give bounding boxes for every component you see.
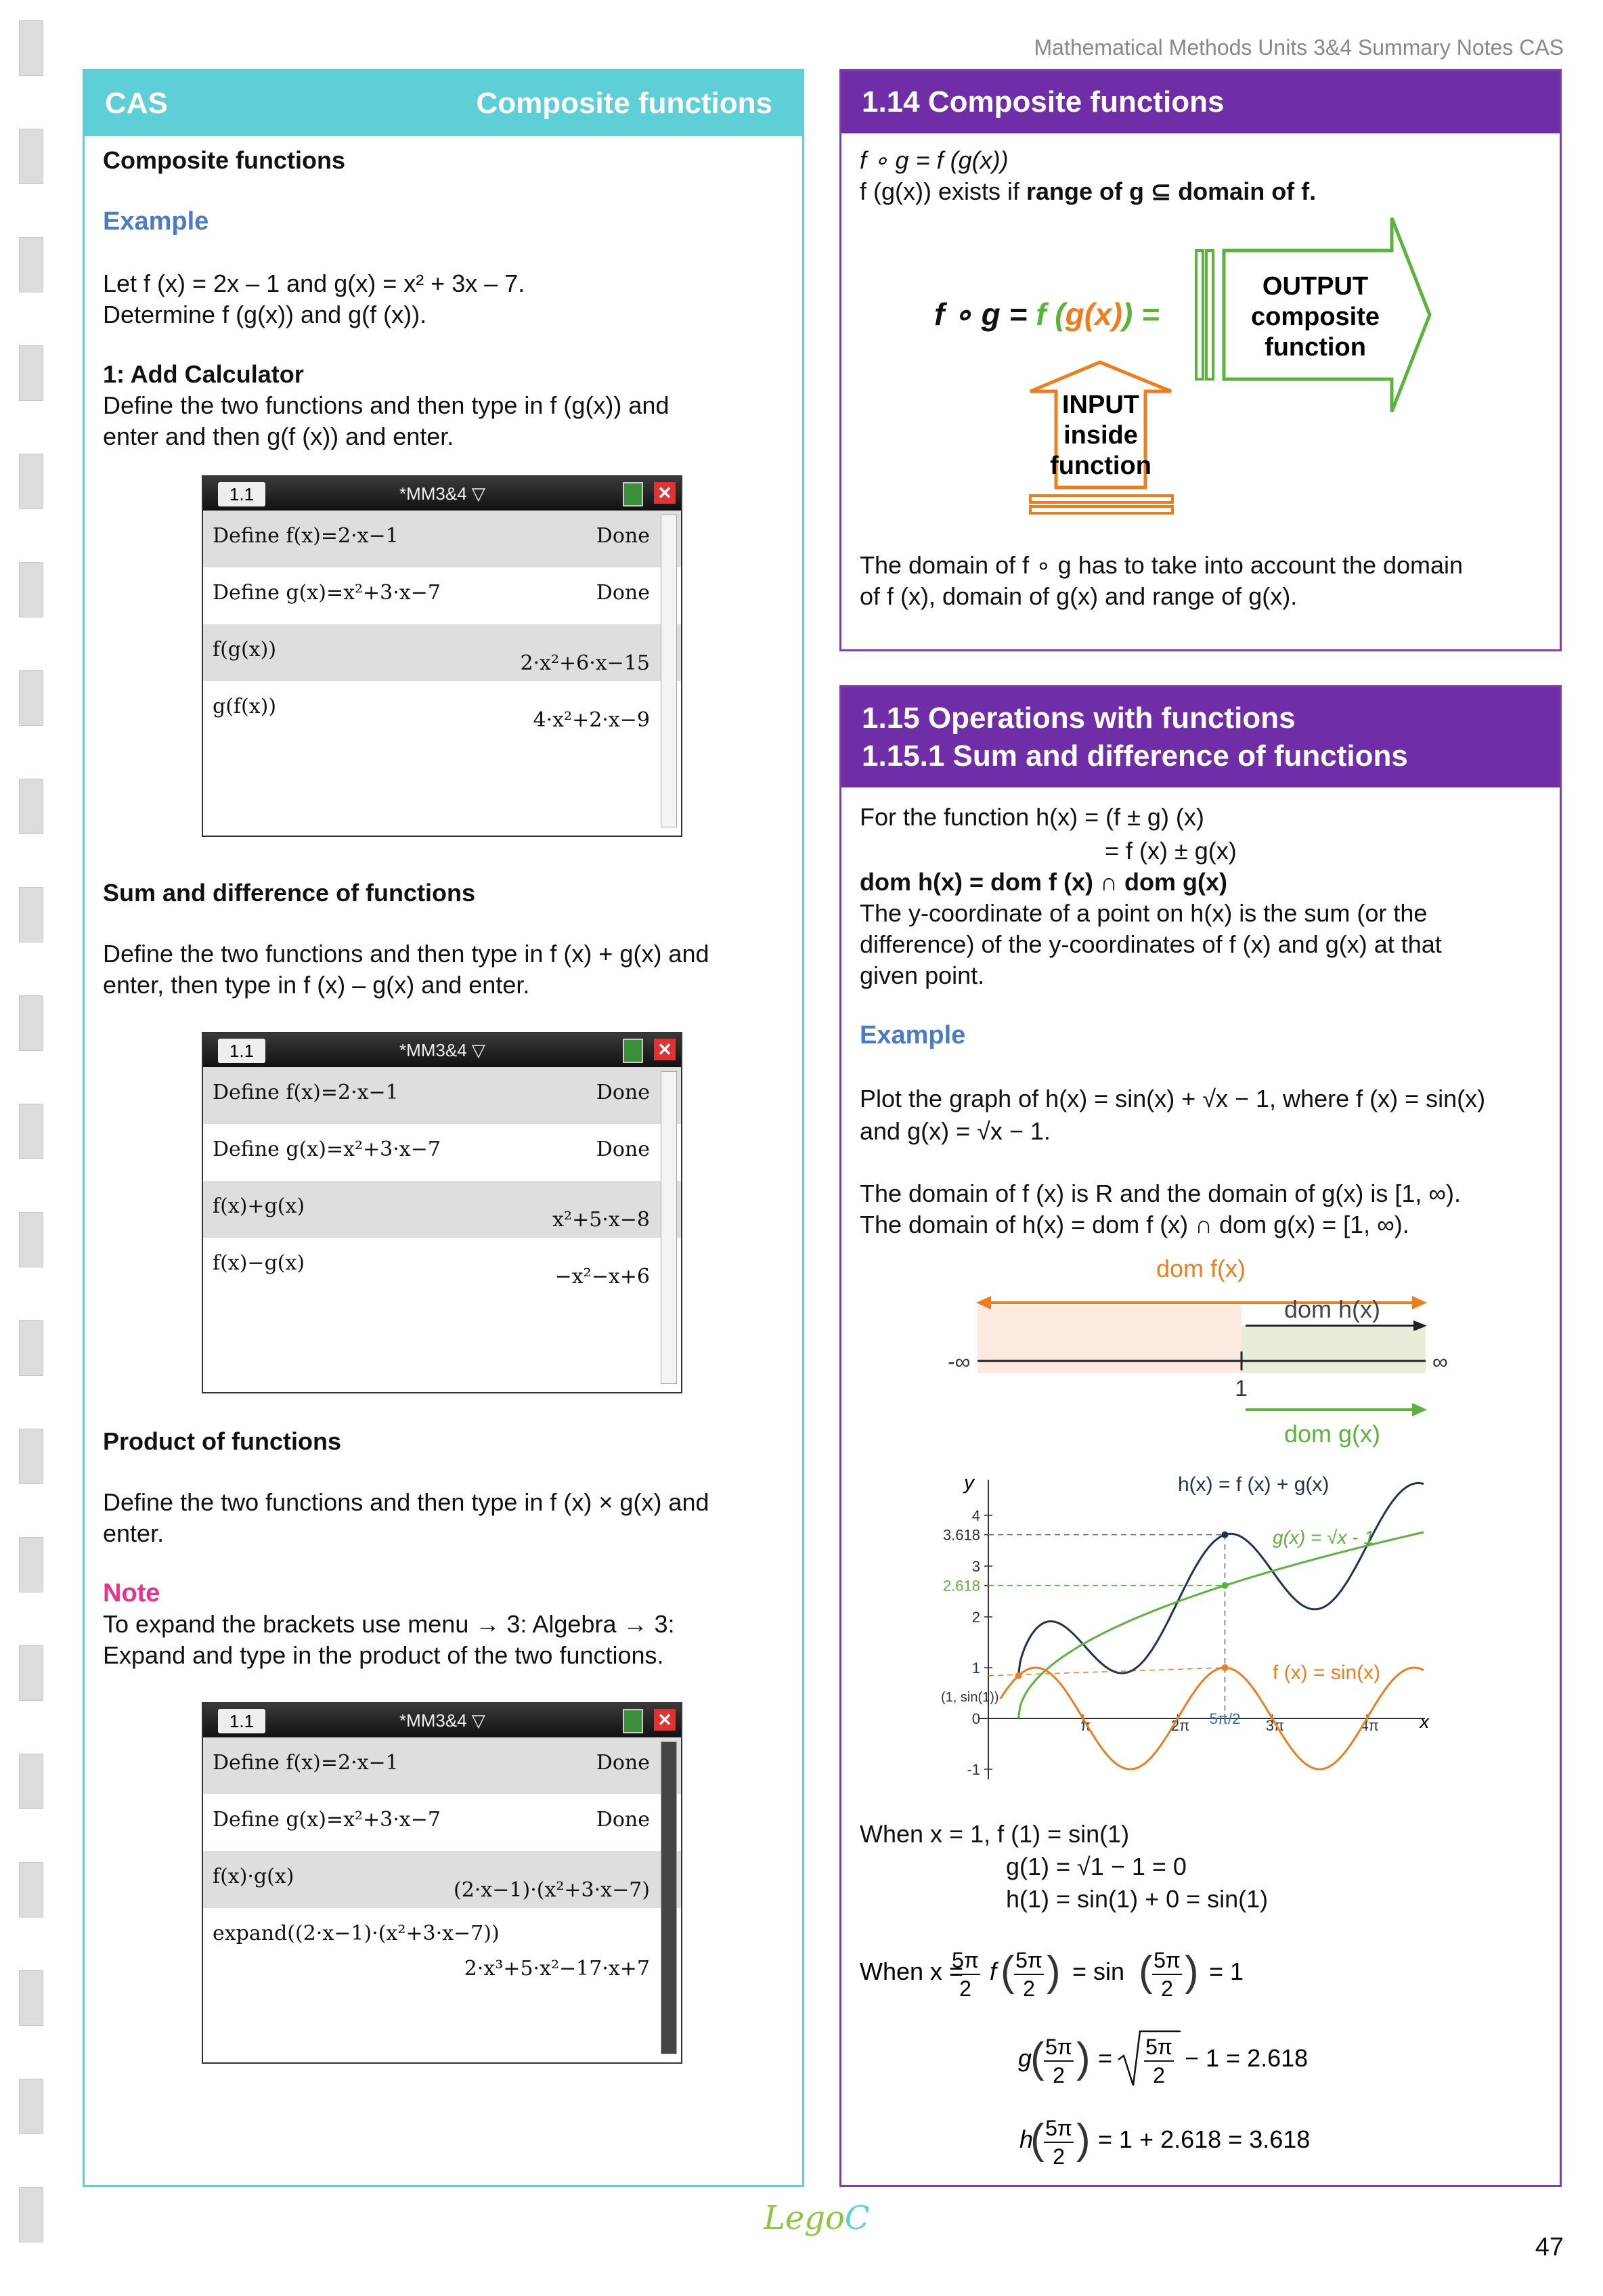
close-icon[interactable]: ✕ [654, 1709, 676, 1731]
input-label: inside [1063, 421, 1138, 450]
existence-condition: f (g(x)) exists if range of g ⊆ domain of f. [860, 177, 1317, 205]
dom-h-shade [1242, 1326, 1426, 1373]
frac-den: 2 [1023, 1976, 1035, 2001]
sum-line: Define the two functions and then type in f (x) + g(x) and [103, 940, 709, 968]
data-point [1222, 1664, 1229, 1671]
binder-hole [19, 129, 43, 184]
calc-history-row[interactable]: f(x)·g(x) (2·x−1)·(x²+3·x−7) [203, 1851, 681, 1908]
calc-history-row[interactable]: expand((2·x−1)·(x²+3·x−7)) 2·x³+5·x²−17·x+7 [213, 1922, 650, 1980]
frac-num: 5π [1045, 2116, 1072, 2140]
step-title: 1: Add Calculator [103, 360, 304, 388]
x-tick-label: 4π [1360, 1717, 1379, 1734]
example-label: Example [103, 207, 209, 236]
section-title-sum: Sum and difference of functions [103, 879, 476, 907]
cas-label: CAS [105, 87, 168, 120]
note-line: Expand and type in the product of the two functions. [103, 1641, 664, 1669]
series-label-h: h(x) = f (x) + g(x) [1178, 1473, 1330, 1496]
section-title-composite: Composite functions [103, 146, 345, 174]
binder-hole [19, 1537, 43, 1593]
frac-den: 2 [1053, 2063, 1065, 2087]
frac-den: 2 [959, 1976, 971, 2001]
domain-rule: dom h(x) = dom f (x) ∩ dom g(x) [860, 868, 1227, 896]
cas-panel-header [85, 71, 802, 136]
product-line: enter. [103, 1519, 164, 1547]
calc-history-row[interactable]: Define g(x)=x²+3·x−7 Done [213, 1138, 650, 1161]
sum-line: enter, then type in f (x) – g(x) and enter. [103, 971, 530, 999]
output-label: OUTPUT [1262, 272, 1369, 301]
panel-subtitle: 1.15.1 Sum and difference of functions [862, 739, 1408, 773]
calc-text: = sin [1072, 1957, 1125, 1985]
example-line: Let f (x) = 2x – 1 and g(x) = x² + 3x – 7. [103, 269, 525, 297]
binder-hole [19, 345, 43, 401]
y-tick-label: 3 [971, 1558, 980, 1575]
dom-f-label: dom f(x) [1156, 1255, 1246, 1282]
y-tick-label: 2 [971, 1609, 980, 1626]
series-label-f: f (x) = sin(x) [1273, 1662, 1381, 1684]
y-tick-label: 1 [971, 1660, 980, 1676]
close-icon[interactable]: ✕ [654, 1039, 676, 1060]
calc-history-row[interactable]: Define f(x)=2·x−1 Done [203, 511, 681, 567]
example-line: The domain of f (x) is R and the domain of g(x) is [1, ∞). [860, 1179, 1462, 1207]
svg-text:(: ( [1030, 2116, 1045, 2163]
panel-title-line: 1.15 Operations with functions [862, 701, 1296, 735]
calc-text: g [1018, 2044, 1032, 2072]
series-line [1019, 1532, 1424, 1718]
example-line: Determine f (g(x)) and g(f (x)). [103, 301, 427, 328]
definition-line: For the function h(x) = (f ± g) (x) [860, 803, 1204, 831]
calculator-doc-title[interactable]: *MM3&4 ▽ [399, 483, 485, 504]
calc-text: h [1019, 2125, 1034, 2153]
function-sum-chart [934, 1456, 1476, 1788]
calc-text: = [1098, 2044, 1113, 2072]
binder-hole [19, 1970, 43, 2026]
domain-note: of f (x), domain of g(x) and range of g(x). [860, 582, 1298, 610]
binder-hole [19, 20, 43, 76]
output-label: function [1265, 333, 1366, 362]
battery-icon [623, 482, 643, 506]
calc-history-row[interactable]: f(g(x)) 2·x²+6·x−15 [203, 624, 681, 681]
svg-text:(: ( [1139, 1948, 1153, 1995]
input-label: function [1050, 452, 1151, 480]
neg-infinity-label: -∞ [948, 1349, 971, 1374]
note-label: Note [103, 1579, 160, 1607]
close-icon[interactable]: ✕ [654, 482, 676, 504]
panel-title: 1.14 Composite functions [841, 71, 1560, 133]
binder-hole [19, 2079, 43, 2134]
binder-hole [19, 237, 43, 293]
calc-history-row[interactable]: Define g(x)=x²+3·x−7 Done [213, 581, 650, 605]
formula: f ∘ g = f (g(x)) = [934, 297, 1160, 332]
calc-line: When x = 1, f (1) = sin(1) [860, 1820, 1130, 1848]
step-line: Define the two functions and then type in f (g(x)) and [103, 391, 669, 419]
svg-text:(: ( [1001, 1948, 1015, 1995]
definition-line: difference) of the y-coordinates of f (x) and g(x) at that [860, 930, 1442, 958]
x-tick-label: 3π [1265, 1717, 1285, 1734]
calculator-toolbar [203, 477, 681, 511]
battery-icon [623, 1039, 643, 1063]
svg-text:): ) [1076, 2035, 1091, 2081]
step-line: enter and then g(f (x)) and enter. [103, 423, 454, 450]
binder-hole [19, 1862, 43, 1918]
binder-hole [19, 562, 43, 618]
frac-den: 2 [1161, 1976, 1173, 2001]
example-label: Example [860, 1021, 966, 1049]
pos-infinity-label: ∞ [1432, 1349, 1448, 1374]
binder-hole [19, 1429, 43, 1484]
calc-text: f [990, 1957, 997, 1985]
dom-f-shade [978, 1305, 1242, 1373]
frac-num: 5π [1154, 1948, 1181, 1972]
calc-history-row[interactable]: g(f(x)) 4·x²+2·x−9 [213, 695, 650, 732]
note-line: To expand the brackets use menu → 3: Algebra → 3: [103, 1610, 675, 1638]
data-point [1015, 1672, 1022, 1679]
brand-logo: LegoC [764, 2199, 870, 2237]
frac-num: 5π [1045, 2035, 1072, 2059]
binder-hole [19, 1320, 43, 1376]
calc-scrollbar[interactable] [661, 1071, 677, 1384]
battery-icon [623, 1709, 643, 1733]
binder-hole [19, 1645, 43, 1701]
y-axis-label: y [964, 1471, 974, 1494]
calculator-toolbar [203, 1704, 681, 1737]
composite-function-diagram [853, 210, 1557, 528]
output-label: composite [1250, 303, 1380, 331]
section-title-product: Product of functions [103, 1427, 341, 1455]
y-tick-label: 2.618 [942, 1577, 980, 1595]
binder-hole [19, 1754, 43, 1809]
binder-hole [19, 1212, 43, 1268]
y-tick-label: 4 [971, 1507, 980, 1524]
binder-hole [19, 1104, 43, 1159]
domain-note: The domain of f ∘ g has to take into account the domain [860, 551, 1464, 579]
definition-line: = f (x) ± g(x) [1105, 837, 1237, 865]
page-header-note: Mathematical Methods Units 3&4 Summary Notes CAS [1034, 35, 1564, 60]
binder-hole [19, 995, 43, 1051]
calculator-doc-title[interactable]: *MM3&4 ▽ [399, 1040, 485, 1060]
y-tick-label: -1 [967, 1761, 980, 1778]
x-tick-label: 2π [1170, 1717, 1190, 1734]
calc-history-row[interactable]: Define g(x)=x²+3·x−7 Done [213, 1808, 650, 1832]
dom-g-label: dom g(x) [1283, 1420, 1381, 1448]
calc-scrollbar[interactable] [661, 1741, 677, 2054]
calc-text: = 1 + 2.618 = 3.618 [1098, 2125, 1311, 2153]
binder-hole [19, 670, 43, 726]
calculator-screen-3 [202, 1702, 682, 2064]
svg-text:): ) [1076, 2116, 1091, 2163]
x-tick-label: π [1080, 1717, 1091, 1734]
calculator-screen-1 [202, 475, 682, 837]
frac-num: 5π [952, 1948, 979, 1972]
cas-panel-title: Composite functions [476, 87, 772, 120]
y-tick-label: 3.618 [942, 1526, 980, 1544]
data-point [1222, 1582, 1229, 1589]
definition-line: The y-coordinate of a point on h(x) is the sum (or the [860, 899, 1428, 927]
calc-text: − 1 = 2.618 [1185, 2044, 1309, 2072]
definition-line: given point. [860, 961, 985, 989]
input-label: INPUT [1062, 391, 1139, 419]
y-tick-label: 0 [971, 1710, 980, 1727]
calculator-tab[interactable]: 1.1 [218, 1709, 265, 1733]
frac-num: 5π [1015, 1948, 1042, 1972]
calculator-tab[interactable]: 1.1 [218, 482, 265, 506]
data-point [1222, 1532, 1229, 1538]
binder-hole [19, 2187, 43, 2243]
calc-history-row[interactable]: Define f(x)=2·x−1 Done [203, 1067, 681, 1124]
svg-text:): ) [1185, 1948, 1199, 1995]
product-line: Define the two functions and then type in f (x) × g(x) and [103, 1488, 709, 1516]
calc-history-row[interactable]: f(x)−g(x) −x²−x+6 [213, 1251, 650, 1288]
calc-line: h(1) = sin(1) + 0 = sin(1) [1006, 1885, 1269, 1913]
series-label-g: g(x) = √x - 1 [1273, 1527, 1374, 1548]
frac-num: 5π [1145, 2035, 1172, 2059]
calculator-screen-2 [202, 1032, 682, 1393]
svg-text:): ) [1047, 1948, 1061, 1995]
calc-line: g(1) = √1 − 1 = 0 [1006, 1853, 1187, 1880]
calculator-toolbar [203, 1033, 681, 1067]
calc-text: = 1 [1209, 1957, 1244, 1985]
x-axis-label: x [1420, 1711, 1430, 1732]
calc-scrollbar[interactable] [661, 515, 677, 827]
binder-hole [19, 779, 43, 834]
calculator-tab[interactable]: 1.1 [218, 1039, 265, 1063]
calc-history-row[interactable]: f(x)+g(x) x²+5·x−8 [203, 1181, 681, 1238]
frac-den: 2 [1053, 2144, 1065, 2169]
dom-h-label: dom h(x) [1283, 1295, 1381, 1323]
frac-den: 2 [1153, 2063, 1165, 2087]
x-tick-label: 5π/2 [1209, 1710, 1241, 1727]
binder-hole [19, 887, 43, 943]
point-annotation: (1, sin(1)) [941, 1689, 999, 1705]
one-label: 1 [1235, 1376, 1248, 1402]
calc-history-row[interactable]: Define f(x)=2·x−1 Done [203, 1737, 681, 1794]
binder-hole [19, 454, 43, 509]
example-line: The domain of h(x) = dom f (x) ∩ dom g(x) = [1, ∞). [860, 1211, 1409, 1238]
svg-text:(: ( [1030, 2035, 1045, 2081]
composition-definition: f ∘ g = f (g(x)) [860, 146, 1009, 174]
example-line: Plot the graph of h(x) = sin(x) + √x − 1, where f (x) = sin(x) [860, 1085, 1486, 1112]
example-line: and g(x) = √x − 1. [860, 1117, 1051, 1145]
calc-text: When x = [860, 1957, 964, 1985]
panel-title [841, 687, 1560, 787]
fraction-calculations [857, 1941, 1534, 2171]
page-number: 47 [1535, 2233, 1564, 2261]
domain-number-line [934, 1250, 1462, 1453]
calculator-doc-title[interactable]: *MM3&4 ▽ [399, 1710, 485, 1731]
